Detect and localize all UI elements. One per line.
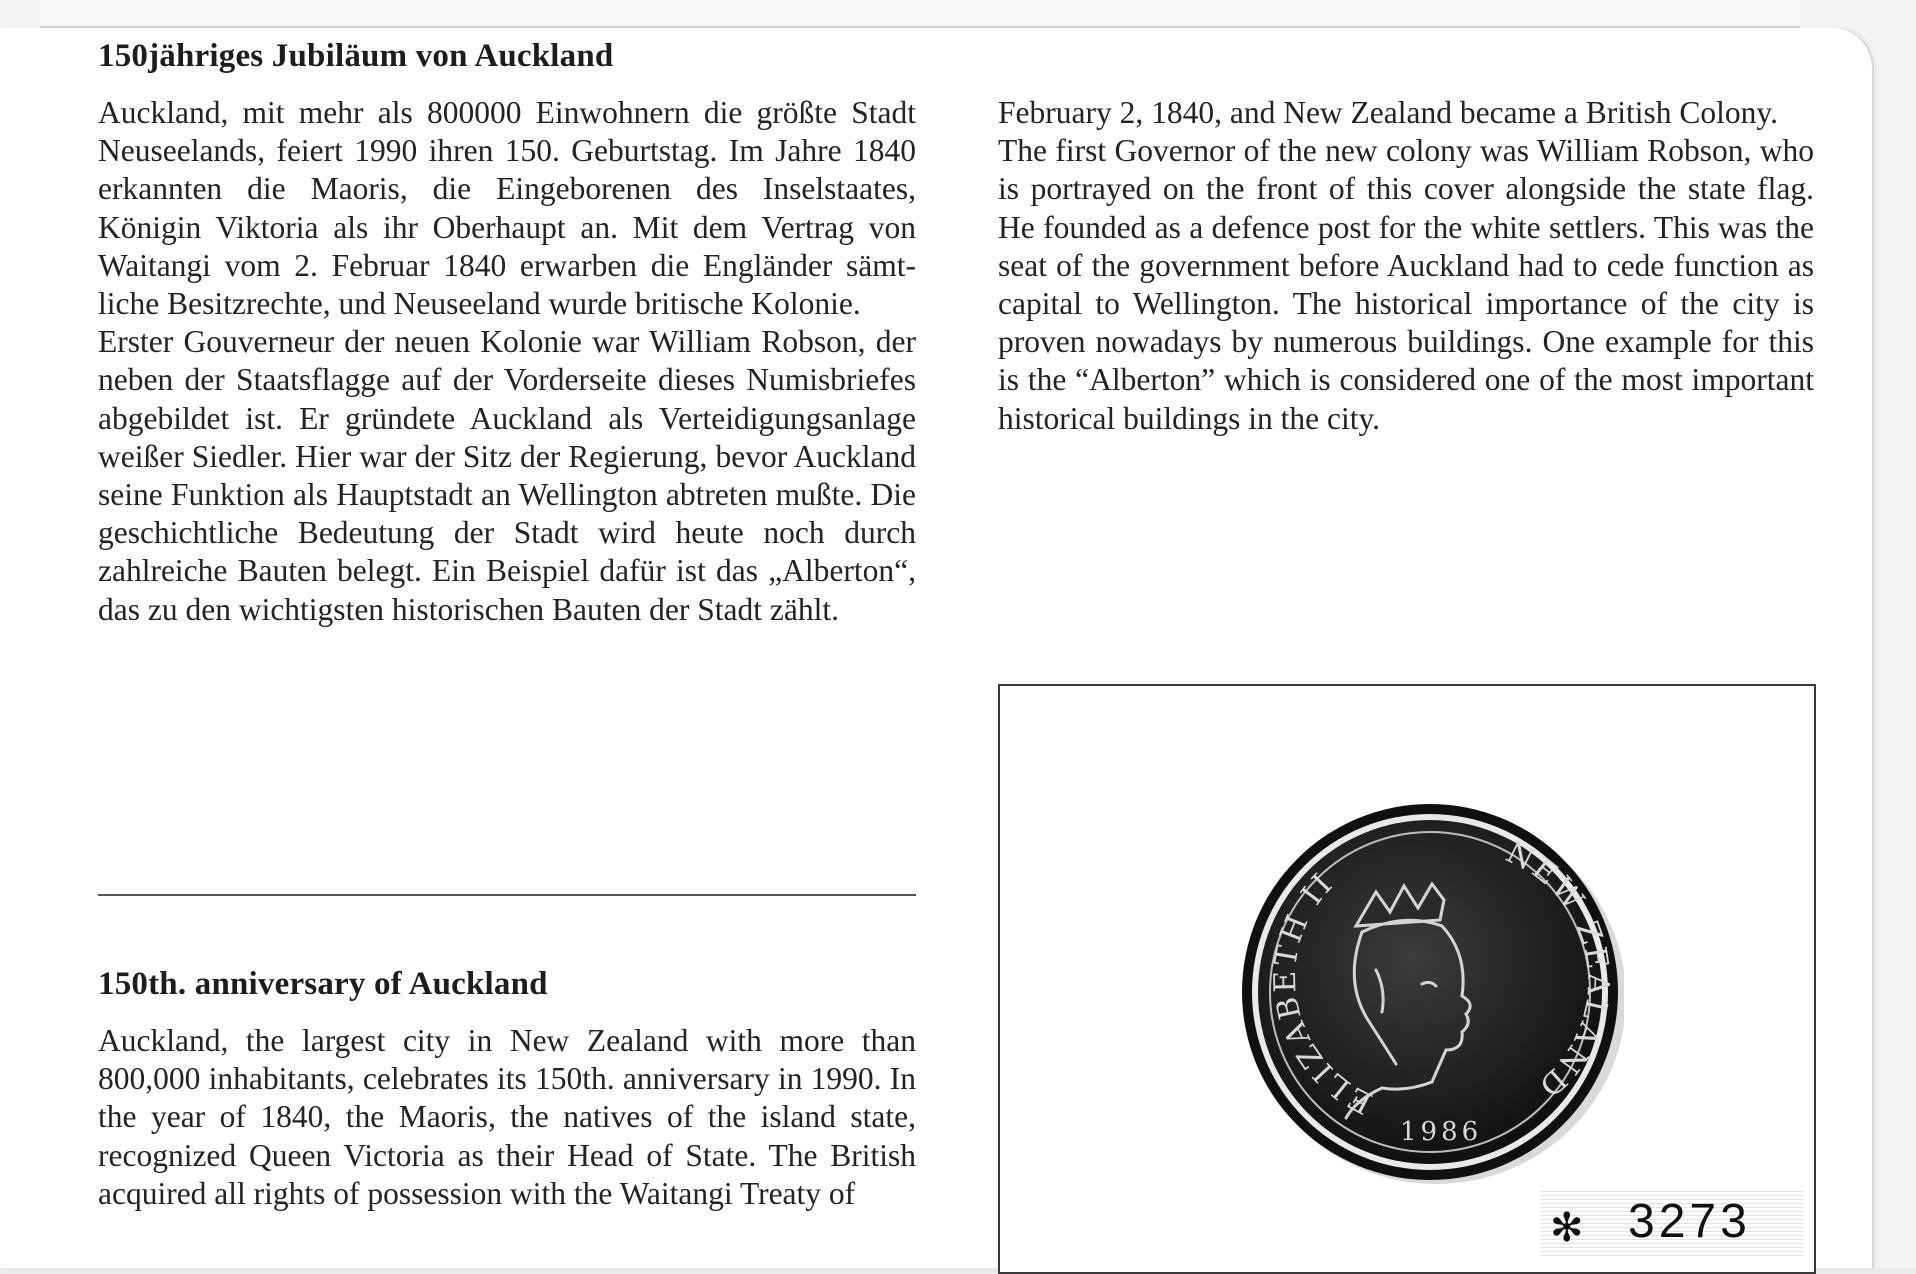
english-paragraph-1-end: February 2, 1840, and New Zealand became a British Colony. xyxy=(998,95,1778,130)
coin-image xyxy=(1236,800,1624,1188)
coin-right-legend: NEW ZEALAND xyxy=(1500,834,1616,1106)
english-paragraph-1-start: Auckland, the largest city in New Zealand with more than 800,000 inhabitants, celebrates its 150th. anniversary in 1990. In the year of 1840, the Maoris, the natives of the island state, recognized Queen Victoria as their Head of State. The British acquired all rights of possession with the Waitangi Treaty of xyxy=(98,1023,916,1211)
insert-card xyxy=(0,28,1872,1268)
serial-number: 3273 xyxy=(1628,1195,1751,1248)
german-paragraph-1: Auckland, mit mehr als 800000 Einwohnern die größte Stadt Neuseelands, feiert 1990 ihren 150. Geburtstag. Im Jahre 1840 erkannten die Maoris, die Eingeborenen des Inselstaates, Königin Viktoria als ihr Oberhaupt an. Mit dem Vertrag von Waitangi vom 2. Februar 1840 erwarben die Engländer sämtliche Besitzrechte, und Neuseeland wurde britische Kolonie. xyxy=(98,95,916,322)
section-divider xyxy=(98,894,916,896)
english-heading: 150th. anniversary of Auckland xyxy=(98,966,548,1002)
german-paragraph-2: Erster Gouverneur der neuen Kolonie war William Robson, der neben der Staatsflagge auf der Vorderseite dieses Numisbriefes abgebildet ist. Er gründete Auckland als Verteidigungsanlage weißer Siedler. Hier war der Sitz der Regierung, bevor Auckland seine Funktion als Hauptstadt an Wellington abtreten mußte. Die geschichtliche Bedeutung der Stadt wird heute noch durch zahlreiche Bauten belegt. Ein Beispiel dafür ist das „Alberton“, das zu den wichtigsten historischen Bauten der Stadt zählt. xyxy=(98,324,916,627)
serial-number-box xyxy=(1540,1188,1804,1258)
envelope-flap-edge xyxy=(40,0,1800,28)
coin-left-legend: ELIZABETH II xyxy=(1267,865,1379,1121)
german-heading-block xyxy=(98,38,916,75)
german-body xyxy=(98,94,916,629)
coin-year: 1986 xyxy=(1400,1117,1483,1147)
coin-frame xyxy=(998,684,1816,1274)
german-heading: 150jähriges Jubiläum von Auckland xyxy=(98,38,614,74)
english-paragraph-2: The first Governor of the new colony was William Robson, who is portrayed on the front of this cover alongside the state flag. He founded as a defence post for the white settlers. This was the seat of the government before Auckland had to cede function as capital to Wellington. The historical importance of the city is proven nowadays by numerous buildings. One example for this is the “Alberton” which is considered one of the most important historical buildings in the city. xyxy=(998,133,1814,436)
english-body-start xyxy=(98,1022,916,1213)
english-body-continued xyxy=(998,94,1814,438)
asterisk-icon: ✻ xyxy=(1550,1205,1584,1251)
english-heading-block xyxy=(98,966,916,1003)
